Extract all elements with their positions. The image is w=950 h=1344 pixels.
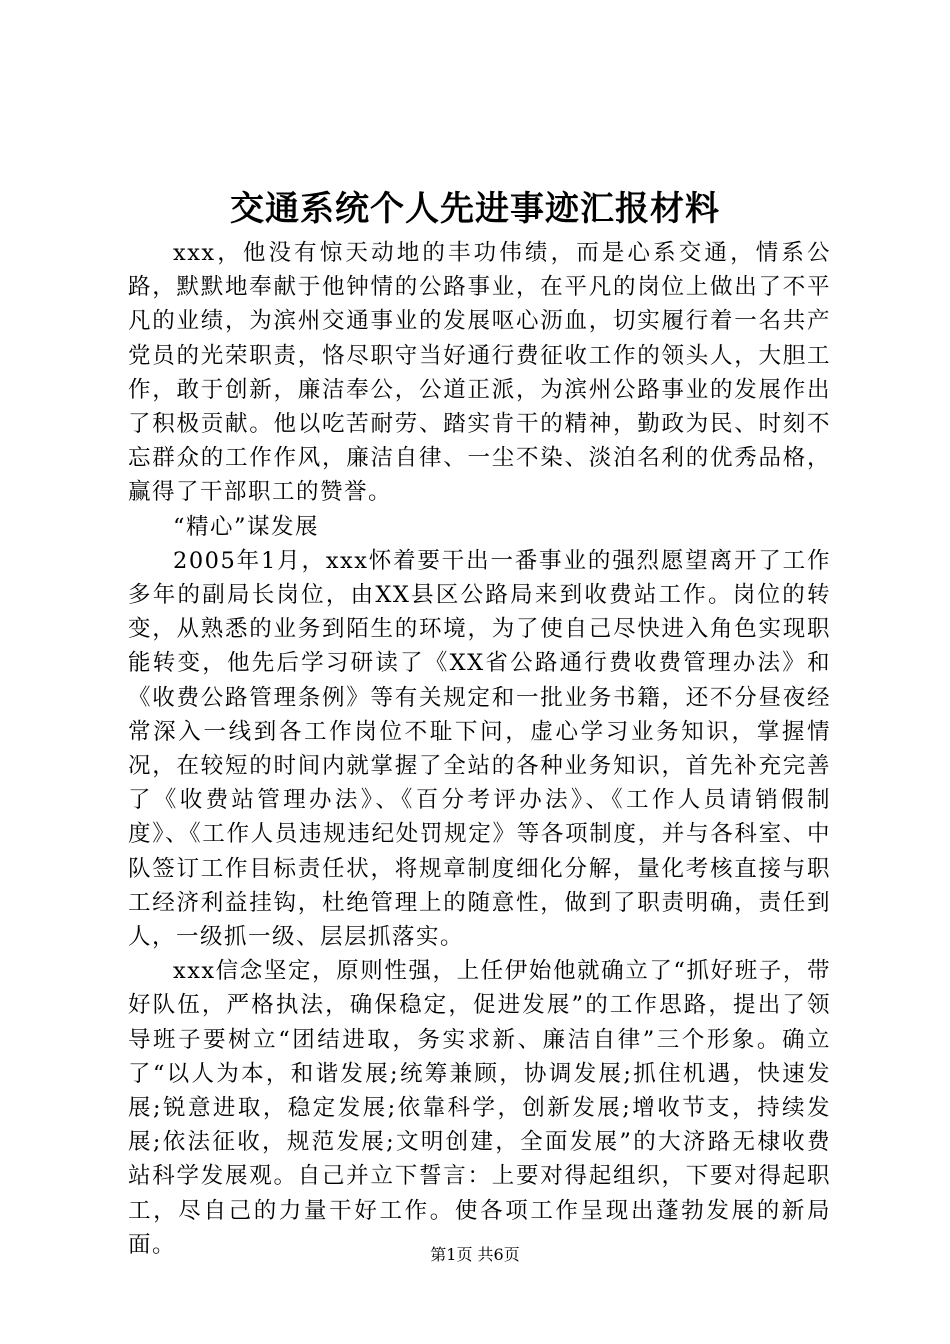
- document-body: [128, 236, 831, 1262]
- paragraph-intro: xxx，他没有惊天动地的丰功伟绩，而是心系交通，情系公路，默默地奉献于他钟情的公路事业，在平凡的岗位上做出了不平凡的业绩，为滨州交通事业的发展呕心沥血，切实履行着一名共产党员的光荣职责，恪尽职守当好通行费征收工作的领头人，大胆工作，敢于创新，廉洁奉公，公道正派，为滨州公路事业的发展作出了积极贡献。他以吃苦耐劳、踏实肯干的精神，勤政为民、时刻不忘群众的工作作风，廉洁自律、一尘不染、淡泊名利的优秀品格，赢得了干部职工的赞誉。: [128, 240, 831, 506]
- paragraph-principles: xxx信念坚定，原则性强，上任伊始他就确立了“抓好班子，带好队伍，严格执法，确保稳定，促进发展”的工作思路，提出了领导班子要树立“团结进取，务实求新、廉洁自律”三个形象。确立了“以人为本，和谐发展;统筹兼顾，协调发展;抓住机遇，快速发展;锐意进取，稳定发展;依靠科学，创新发展;增收节支，持续发展;依法征收，规范发展;文明创建，全面发展”的大济路无棣收费站科学发展观。自己并立下誓言：上要对得起组织，下要对得起职工，尽自己的力量干好工作。使各项工作呈现出蓬勃发展的新局面。: [128, 958, 831, 1258]
- section-heading: “精心”谋发展: [173, 513, 320, 540]
- document-title: 交通系统个人先进事迹汇报材料: [230, 189, 720, 229]
- page-number: 第1页 共6页: [430, 1245, 520, 1264]
- paragraph-2005: 2005年1月，xxx怀着要干出一番事业的强烈愿望离开了工作多年的副局长岗位，由XX县区公路局来到收费站工作。岗位的转变，从熟悉的业务到陌生的环境，为了使自己尽快进入角色实现职能转变，他先后学习研读了《XX省公路通行费收费管理办法》和《收费公路管理条例》等有关规定和一批业务书籍，还不分昼夜经常深入一线到各工作岗位不耻下问，虚心学习业务知识，掌握情况，在较短的时间内就掌握了全站的各种业务知识，首先补充完善了《收费站管理办法》、《百分考评办法》、《工作人员请销假制度》、《工作人员违规违纪处罚规定》等各项制度，并与各科室、中队签订工作目标责任状，将规章制度细化分解，量化考核直接与职工经济利益挂钩，杜绝管理上的随意性，做到了职责明确，责任到人，一级抓一级、层层抓落实。: [128, 547, 831, 951]
